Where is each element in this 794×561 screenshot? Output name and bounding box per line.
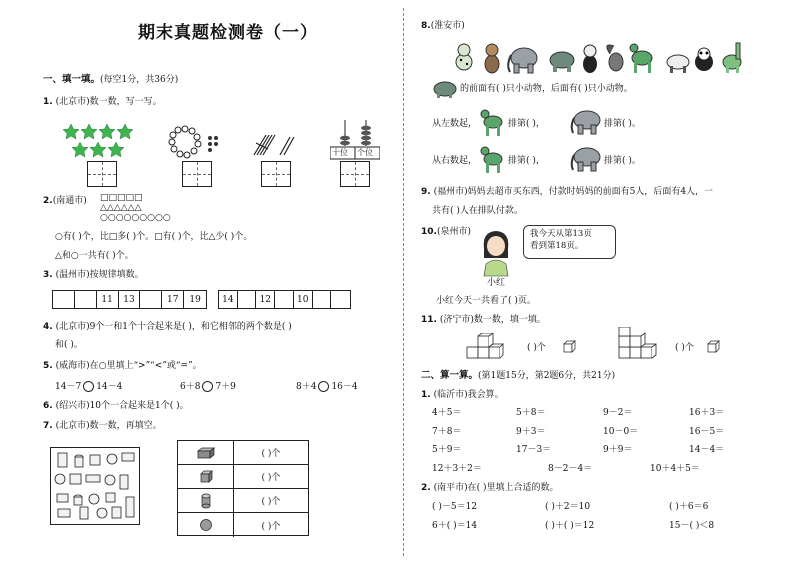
- unit-cube-icon: [563, 340, 577, 354]
- q8-right-label: 从右数起，: [432, 156, 478, 166]
- beads-figure: [168, 125, 224, 161]
- section-1-note: (每空1分，共36分): [100, 75, 179, 85]
- speech-line-1: 我今天从第13页: [530, 229, 592, 239]
- speech-bubble: [523, 225, 616, 259]
- seq-cell[interactable]: [140, 291, 162, 308]
- q11-answer-2[interactable]: ( )个: [675, 343, 694, 353]
- q5-compare-1: [55, 381, 122, 392]
- q1-number: 1.: [43, 97, 53, 107]
- q2-circles: ○○○○○○○○○: [100, 213, 171, 223]
- q1-answer-box-1[interactable]: [87, 161, 117, 187]
- q4-cont: 和( )。: [55, 340, 83, 350]
- star-icon: [90, 142, 106, 157]
- star-icon: [63, 124, 79, 139]
- animal-row-figure: [452, 40, 748, 76]
- sticks-bundle-figure: [252, 133, 296, 159]
- table-row: [178, 513, 308, 537]
- q11-number: 11.: [421, 315, 437, 325]
- seq-cell[interactable]: [238, 291, 257, 308]
- q8-line-1: 的前面有( )只小动物，后面有( )只小动物。: [460, 84, 633, 94]
- q4-prompt: [43, 322, 292, 332]
- q9-number: 9.: [421, 187, 431, 197]
- fill-item[interactable]: ( )－5＝12: [432, 502, 478, 512]
- q7-prompt: [43, 421, 162, 431]
- q2-number: 2.: [43, 196, 53, 206]
- elephant-icon: [508, 48, 537, 73]
- q1-answer-box-3[interactable]: [261, 161, 291, 187]
- seq-cell[interactable]: [313, 291, 332, 308]
- abacus-ones-label: 个位: [357, 148, 373, 157]
- section-1-title: 一、填一填。: [43, 74, 101, 85]
- panda-icon: [695, 48, 713, 71]
- rhino-icon: [550, 52, 574, 72]
- s2q1-number: 1.: [421, 390, 431, 400]
- q5-right-2: 7＋9: [215, 382, 236, 392]
- seq-cell: 11: [97, 291, 119, 308]
- rhino-icon: [432, 79, 458, 99]
- q3-sequence-2: [218, 290, 351, 309]
- column-divider: [403, 8, 404, 556]
- seq-cell[interactable]: [331, 291, 350, 308]
- fill-item[interactable]: ( )＋( )＝12: [545, 521, 595, 531]
- page-title: 期末真题检测卷（一）: [138, 23, 318, 43]
- q8-right-zebra: 排第( )，: [508, 156, 545, 166]
- speech-line-2: 看到第18页。: [530, 240, 584, 251]
- calc-item[interactable]: 4＋5＝: [432, 408, 462, 418]
- q5-left-2: 6＋8: [180, 382, 201, 392]
- q1-prompt: [43, 97, 162, 107]
- q10-number: 10.: [421, 227, 437, 237]
- panda-icon: [583, 45, 597, 73]
- cube-stack-icon: [465, 333, 505, 361]
- compare-circle[interactable]: [318, 381, 329, 392]
- q2-source-text: (南通市): [52, 196, 87, 206]
- giraffe-icon: [723, 43, 741, 73]
- q5-text: (威海市)在○里填上“>”“<”或“=”。: [55, 361, 202, 371]
- star-icon: [108, 142, 124, 157]
- q5-number: 5.: [43, 361, 53, 371]
- calc-item[interactable]: 8－2－4＝: [548, 464, 593, 474]
- q8-number: 8.: [421, 21, 431, 31]
- star-icon: [99, 124, 115, 139]
- seq-cell: 14: [219, 291, 238, 308]
- q2-triangles: △△△△△△: [100, 203, 142, 213]
- calc-item[interactable]: 12＋3＋2＝: [432, 464, 482, 474]
- calc-item[interactable]: 9＋9＝: [603, 445, 633, 455]
- q7-number: 7.: [43, 421, 53, 431]
- q11-text: (济宁市)数一数，填一填。: [439, 315, 546, 325]
- star-icon: [117, 124, 133, 139]
- q10-question: 小红今天一共看了( )页。: [436, 296, 536, 306]
- fill-item[interactable]: ( )＋2＝10: [545, 502, 591, 512]
- section-2-title: 二、算一算。: [421, 370, 479, 381]
- s2q1-prompt: [421, 390, 504, 400]
- q7-answer-1[interactable]: ( )个: [261, 449, 281, 459]
- q6-prompt: [43, 401, 189, 411]
- seq-cell: 17: [162, 291, 184, 308]
- q7-answer-3[interactable]: ( )个: [261, 497, 281, 507]
- abacus-tens-label: 十位: [332, 148, 348, 157]
- q5-left-3: 8＋4: [296, 382, 317, 392]
- fill-item[interactable]: 6＋( )＝14: [432, 521, 478, 531]
- star-icon: [72, 142, 88, 157]
- squirrel-icon: [607, 45, 623, 71]
- q8-source-text: (淮安市): [430, 21, 465, 31]
- q4-text: (北京市)9个一和1个十合起来是( )，和它相邻的两个数是( ): [55, 322, 292, 332]
- calc-item[interactable]: 10－0＝: [603, 427, 639, 437]
- q1-answer-box-2[interactable]: [182, 161, 212, 187]
- calc-item[interactable]: 10＋4＋5＝: [650, 464, 700, 474]
- q3-prompt: [43, 270, 144, 280]
- q6-text: (绍兴市)10个一合起来是1个( )。: [55, 401, 189, 411]
- calc-item[interactable]: 14－4＝: [689, 445, 725, 455]
- table-row: [178, 465, 308, 489]
- q9-prompt: [421, 187, 713, 197]
- q2-source: [43, 196, 87, 206]
- q11-blank-1: [527, 343, 546, 353]
- fill-item[interactable]: ( )＋6＝6: [669, 502, 709, 512]
- section-2-heading: [421, 371, 615, 382]
- q5-compare-3: [296, 381, 358, 392]
- calc-item[interactable]: 16＋3＝: [689, 408, 725, 418]
- q8-left-zebra: 排第( )，: [508, 119, 545, 129]
- cuboid-icon: [178, 441, 234, 464]
- q3-sequence-1: [52, 290, 207, 309]
- fill-item[interactable]: 15－( )＜8: [669, 521, 715, 531]
- girl-name: 小红: [487, 278, 506, 288]
- q5-left-1: 14－7: [55, 382, 82, 392]
- q10-source-text: (泉州市): [436, 227, 471, 237]
- s2q2-number: 2.: [421, 483, 431, 493]
- elephant-icon: [568, 108, 602, 136]
- q11-blank-2: [675, 343, 694, 353]
- s2q2-text: (南平市)在( )里填上合适的数。: [433, 483, 559, 493]
- calc-item[interactable]: 7＋8＝: [432, 427, 462, 437]
- q11-prompt: [421, 315, 546, 325]
- cube-icon: [178, 465, 234, 488]
- solid-shapes-figure: [50, 447, 140, 525]
- seq-cell[interactable]: [53, 291, 75, 308]
- elephant-icon: [568, 145, 602, 173]
- q10-source: [421, 227, 471, 237]
- q7-answer-2[interactable]: ( )个: [261, 473, 281, 483]
- seq-cell[interactable]: [75, 291, 97, 308]
- seq-cell: 19: [189, 294, 201, 305]
- q4-number: 4.: [43, 322, 53, 332]
- section-1-heading: [43, 75, 178, 86]
- q5-right-1: 14－4: [96, 382, 123, 392]
- cylinder-icon: [178, 489, 234, 512]
- q2-squares: □□□□□: [100, 193, 143, 203]
- calc-item[interactable]: 16－5＝: [689, 427, 725, 437]
- q8-right-elephant: 排第( )。: [604, 156, 641, 166]
- q2-line-1: ○有( )个，比□多( )个。□有( )个，比△少( )个。: [55, 232, 253, 242]
- q5-prompt: [43, 361, 202, 371]
- q3-text: (温州市)按规律填数。: [55, 270, 144, 280]
- q8-left-elephant: 排第( )。: [604, 119, 641, 129]
- seq-cell[interactable]: [275, 291, 294, 308]
- calc-item[interactable]: 9＋3＝: [516, 427, 546, 437]
- s2q1-text: (临沂市)我会算。: [433, 390, 504, 400]
- sheep-icon: [667, 55, 689, 73]
- cube-stack-icon: [617, 327, 659, 361]
- calc-item[interactable]: 5＋9＝: [432, 445, 462, 455]
- seq-cell: 13: [119, 291, 141, 308]
- q7-text: (北京市)数一数，再填空。: [55, 421, 162, 431]
- q3-number: 3.: [43, 270, 53, 280]
- stars-figure: [62, 123, 138, 161]
- calc-item[interactable]: 9－2＝: [603, 408, 633, 418]
- q8-source: [421, 21, 465, 31]
- q8-left-label: 从左数起，: [432, 119, 478, 129]
- q9-cont: 共有( )人在排队付款。: [432, 206, 523, 216]
- q5-compare-2: [180, 381, 236, 392]
- leopard-icon: [456, 44, 472, 70]
- star-icon: [81, 124, 97, 139]
- girl-icon: [478, 228, 514, 278]
- q2-line-2: △和○一共有( )个。: [55, 251, 134, 261]
- zebra-icon: [480, 108, 506, 138]
- seq-cell: 10: [294, 291, 313, 308]
- q5-right-3: 16－4: [331, 382, 358, 392]
- calc-item[interactable]: 5＋8＝: [516, 408, 546, 418]
- calc-item[interactable]: 17－3＝: [516, 445, 552, 455]
- section-2-note: (第1题15分，第2题6分，共21分): [478, 371, 616, 381]
- q6-number: 6.: [43, 401, 53, 411]
- compare-circle[interactable]: [202, 381, 213, 392]
- q7-count-table: [177, 440, 309, 536]
- q7-answer-4[interactable]: ( )个: [261, 521, 281, 532]
- unit-cube-icon: [707, 340, 721, 354]
- q9-text: (福州市)妈妈去超市买东西，付款时妈妈的前面有5人，后面有4人，一: [433, 187, 714, 197]
- compare-circle[interactable]: [83, 381, 94, 392]
- q1-answer-box-4[interactable]: [340, 161, 370, 187]
- zebra-icon: [480, 145, 506, 175]
- monkey-icon: [485, 44, 499, 73]
- q11-answer-1[interactable]: ( )个: [527, 343, 546, 353]
- table-row: [178, 441, 308, 465]
- seq-cell: 12: [256, 291, 275, 308]
- q1-text: (北京市)数一数，写一写。: [55, 97, 162, 107]
- table-row: [178, 489, 308, 513]
- s2q2-prompt: [421, 483, 558, 493]
- sphere-icon: [178, 513, 234, 537]
- zebra-icon: [630, 44, 652, 73]
